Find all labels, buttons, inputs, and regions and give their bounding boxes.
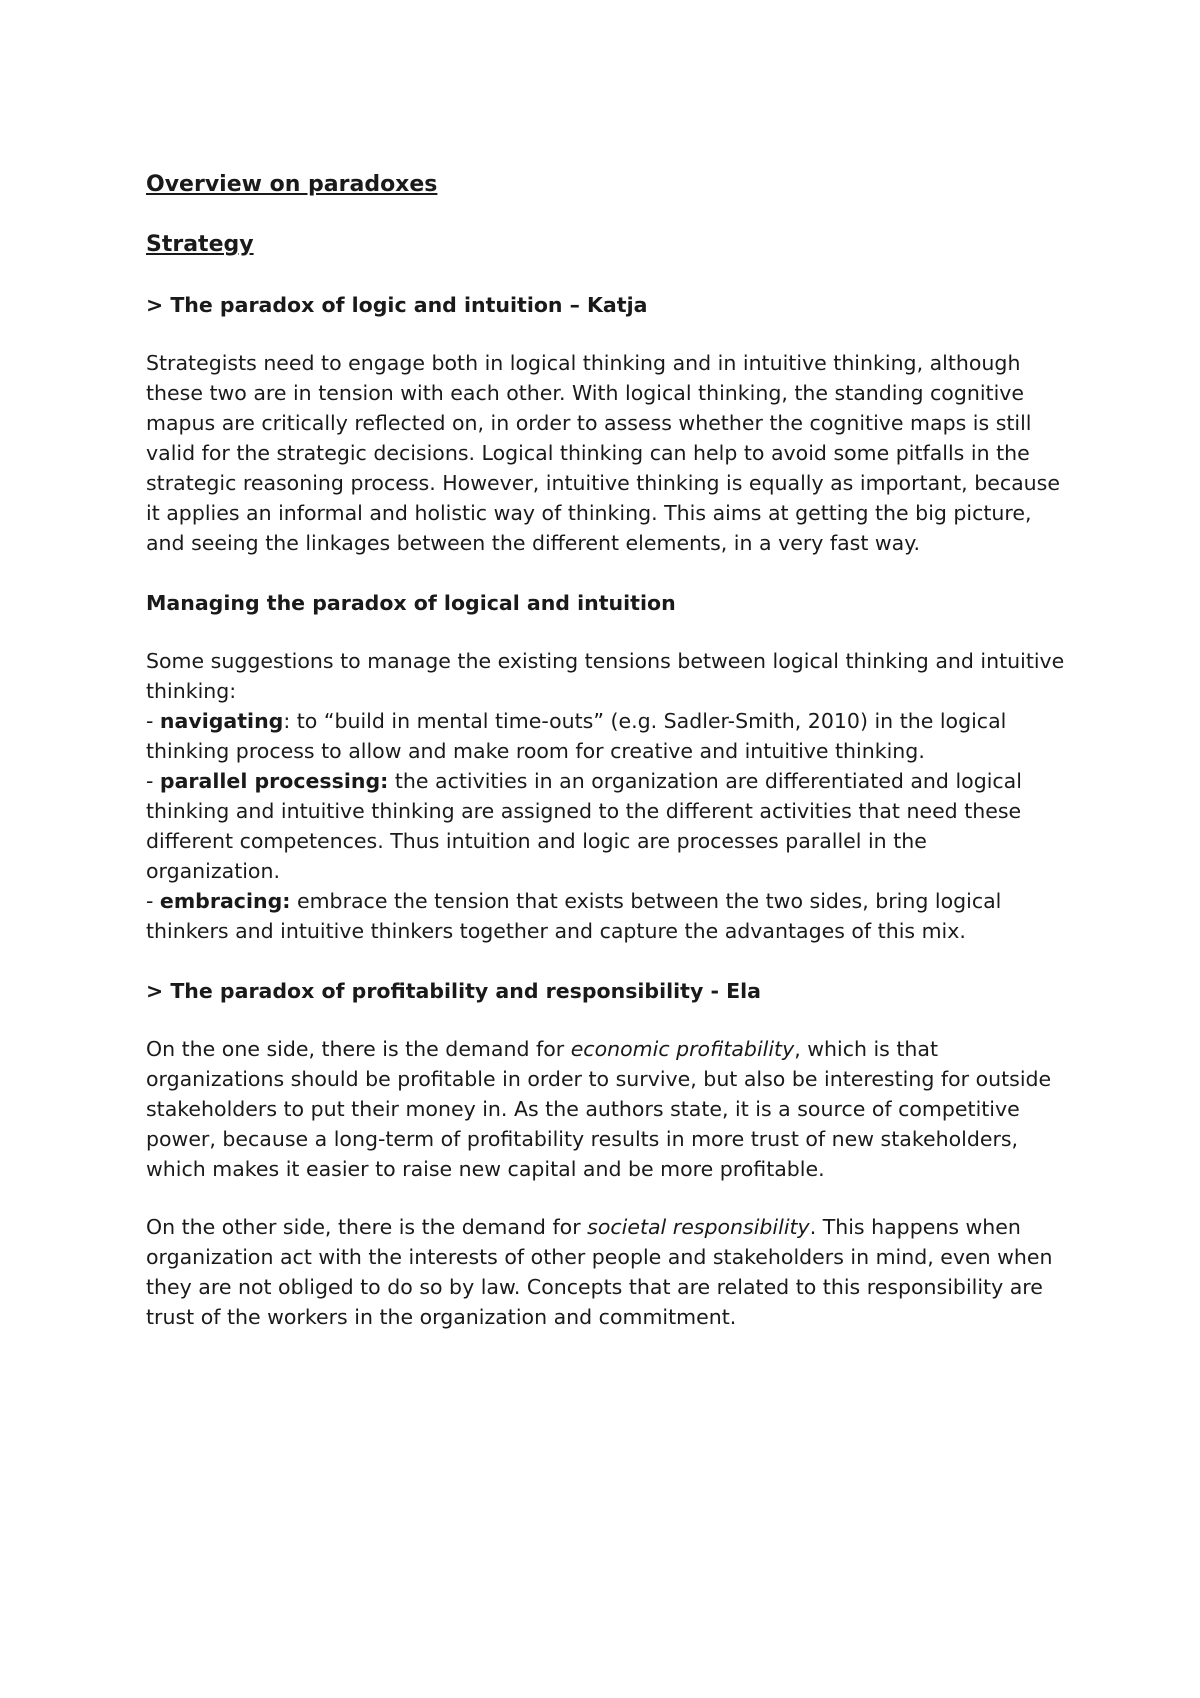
list-item-prefix: - [146, 889, 160, 913]
list-item-term: embracing: [159, 889, 291, 913]
list-item-term: parallel processing: [159, 769, 389, 793]
list-item-text: embrace the tension that exists between the two sides, bring logical thinkers and intuitive thinkers together and capture the advantages of this mix. [146, 889, 1002, 943]
paragraph-societal-responsibility [146, 1212, 1066, 1332]
list-item-parallel-processing [146, 766, 1066, 886]
paragraph-managing-intro: Some suggestions to manage the existing tensions between logical thinking and intuitive thinking: [146, 649, 1065, 703]
paragraph-text: On the other side, there is the demand for [146, 1215, 588, 1239]
document-subtitle: Strategy [146, 232, 254, 257]
list-item-navigating [146, 706, 1066, 766]
document-page [146, 170, 1066, 1332]
paragraph-economic-profitability [146, 1034, 1066, 1184]
emphasis-term: societal responsibility [587, 1215, 810, 1239]
section-heading-profitability-responsibility: > The paradox of profitability and responsibility - Ela [146, 979, 761, 1003]
section-heading-managing-paradox: Managing the paradox of logical and intuition [146, 591, 676, 615]
section-heading-logic-intuition: > The paradox of logic and intuition – Katja [146, 293, 648, 317]
list-item-prefix: - [146, 709, 160, 733]
list-item-prefix: - [146, 769, 160, 793]
list-item-term: navigating [159, 709, 284, 733]
list-item-text: the activities in an organization are differentiated and logical thinking and intuitive thinking are assigned to the different activities that need these different competences. Thus intuition and logic are processes parallel in the organization. [146, 769, 1022, 883]
list-item-embracing [146, 886, 1066, 946]
paragraph-text: , which is that organizations should be profitable in order to survive, but also be interesting for outside stakeholders to put their money in. As the authors state, it is a source of competitive power, because a long-term of profitability results in more trust of new stakeholders, which makes it easier to raise new capital and be more profitable. [146, 1037, 1052, 1181]
paragraph-text: On the one side, there is the demand for [146, 1037, 571, 1061]
list-item-text: : to “build in mental time-outs” (e.g. Sadler-Smith, 2010) in the logical thinking process to allow and make room for creative and intuitive thinking. [146, 709, 1007, 763]
paragraph-logic-intuition: Strategists need to engage both in logical thinking and in intuitive thinking, although these two are in tension with each other. With logical thinking, the standing cognitive mapus are critically reflected on, in order to assess whether the cognitive maps is still valid for the strategic decisions. Logical thinking can help to avoid some pitfalls in the strategic reasoning process. However, intuitive thinking is equally as important, because it applies an informal and holistic way of thinking. This aims at getting the big picture, and seeing the linkages between the different elements, in a very fast way. [146, 351, 1060, 555]
emphasis-term: economic profitability [570, 1037, 795, 1061]
paragraph-text: . This happens when organization act with the interests of other people and stakeholders in mind, even when they are not obliged to do so by law. Concepts that are related to this responsibility are trust of the workers in the organization and commitment. [146, 1215, 1053, 1329]
document-title: Overview on paradoxes [146, 172, 438, 197]
